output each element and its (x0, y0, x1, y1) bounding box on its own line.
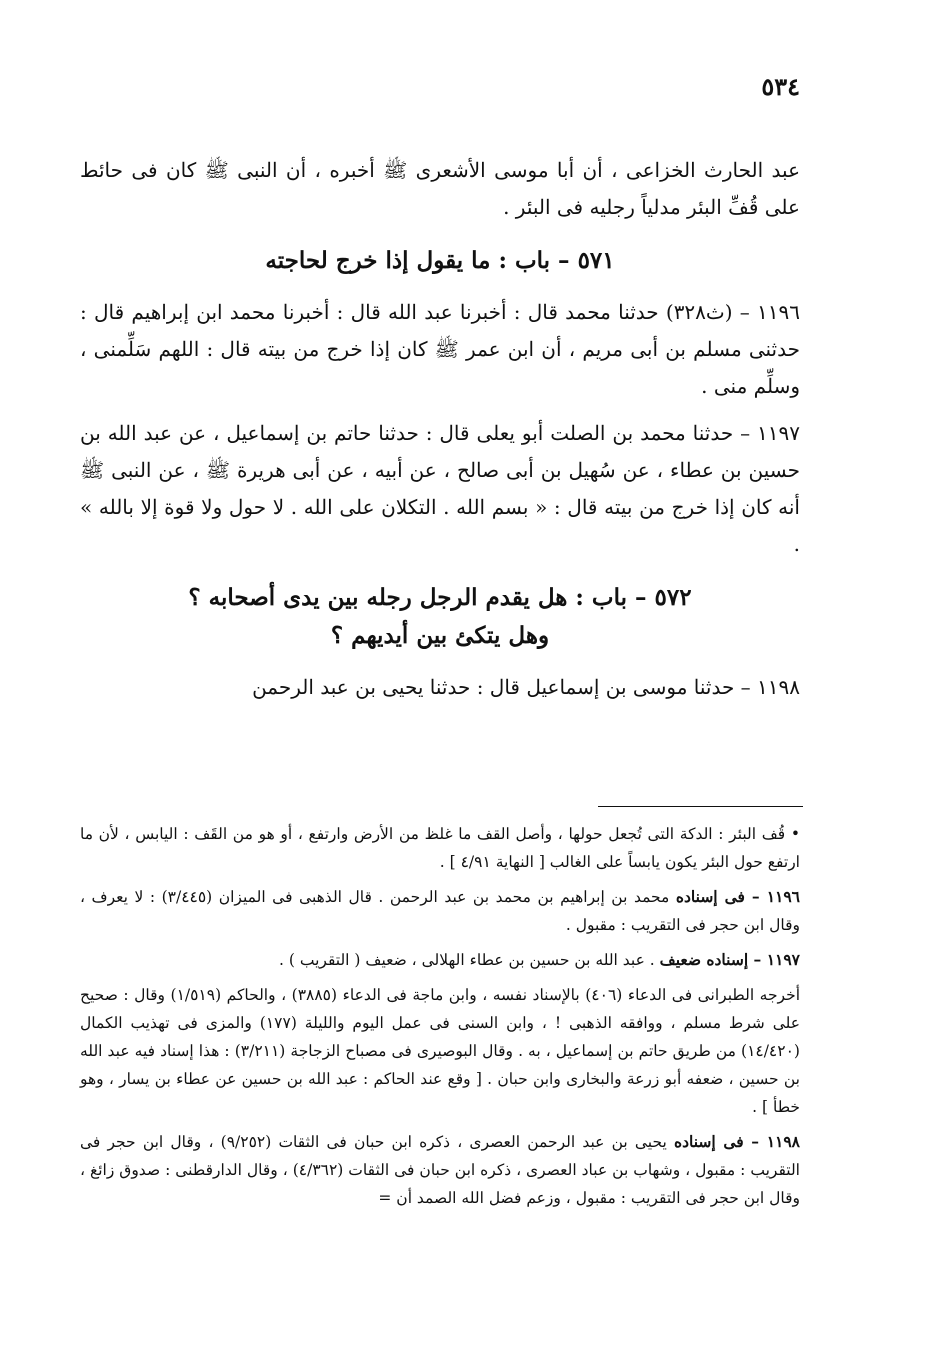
footnote-1198-lead: ١١٩٨ – فى إسناده (673, 1132, 801, 1151)
hadith-1197: ١١٩٧ – حدثنا محمد بن الصلت أبو يعلى قال : حدثنا حاتم بن إسماعيل ، عن عبد الله بن حسين بن عطاء ، عن سُهيل بن أبى صالح ، عن أبيه ، عن أبى هريرة ﷺ ، عن النبى ﷺ أنه كان إذا خرج من بيته قال : « بسم الله . التكلان على الله . لا حول ولا قوة إلا بالله » . (80, 421, 800, 556)
footnote-1197-text: . عبد الله بن حسين بن عطاء الهلالى ، ضعيف ( التقريب ) . (279, 951, 655, 969)
main-text (80, 152, 800, 706)
footnotes (80, 820, 800, 1212)
intro-paragraph: عبد الحارث الخزاعى ، أن أبا موسى الأشعرى ﷺ أخبره ، أن النبى ﷺ كان فى حائط على قُفِّ البئر مدلياً رجليه فى البئر . (80, 158, 800, 219)
chapter-heading-572-line1: ٥٧٢ – باب : هل يقدم الرجل رجله بين يدى أصحابه ؟ (188, 584, 692, 611)
footnote-1197-takhrij: أخرجه الطبرانى فى الدعاء (٤٠٦) بالإسناد نفسه ، وابن ماجة فى الدعاء (٣٨٨٥) ، والحاكم (١/٥١٩) وقال : صحيح على شرط مسلم ، ووافقه الذهبى ! ، وابن السنى فى عمل اليوم والليلة (١٧٧) والمزى فى تهذيب الكمال (١٤/٤٢٠) من طريق حاتم بن إسماعيل ، به . وقال البوصيرى فى مصباح الزجاجة (٣/٢١١) : هذا إسناد فيه عبد الله بن حسين ، ضعفه أبو زرعة والبخارى وابن حبان . [ وقع عند الحاكم : عبد الله بن حسين عن عطاء بن يسار ، وهو خطأ ] . (80, 986, 801, 1116)
footnote-1196-text: محمد بن إبراهيم بن محمد بن عبد الرحمن . قال الذهبى فى الميزان (٣/٤٤٥) : لا يعرف ، وقال ابن حجر فى التقريب : مقبول . (80, 888, 800, 934)
hadith-1198: ١١٩٨ – حدثنا موسى بن إسماعيل قال : حدثنا يحيى بن عبد الرحمن (252, 675, 800, 699)
chapter-heading-571: ٥٧١ – باب : ما يقول إذا خرج لحاجته (265, 247, 615, 274)
footnote-1196-lead: ١١٩٦ – فى إسناده (675, 887, 800, 906)
page-number: ٥٣٤ (761, 72, 800, 101)
chapter-heading-572 (80, 579, 800, 655)
footnote-1196 (80, 883, 800, 939)
footnote-qaff: • قُف البئر : الدكة التى تُجعل حولها ، وأصل القف ما غلظ من الأرض وارتفع ، أو هو من القَف : اليابس ، لأن ما ارتفع حول البئر يكون يابساً على الغالب [ النهاية ٤/٩١ ] . (80, 825, 800, 871)
chapter-heading-572-line2: وهل يتكئ بين أيديهم ؟ (330, 622, 550, 649)
footnote-1198-text: يحيى بن عبد الرحمن العصرى ، ذكره ابن حبان فى الثقات (٩/٢٥٢) ، وقال ابن حجر فى التقريب : مقبول ، وشهاب بن عباد العصرى ، ذكره ابن حبان فى الثقات (٤/٣٦٢) ، وقال الدارقطنى : صدوق زائغ ، وقال ابن حجر فى التقريب : مقبول ، وزعم فضل الله الصمد أن = (80, 1133, 800, 1207)
footnote-1197 (80, 946, 800, 974)
footnote-1197-lead: ١١٩٧ – إسناده ضعيف (659, 950, 800, 969)
footnote-divider (598, 806, 803, 807)
footnote-1198 (80, 1128, 800, 1212)
hadith-1196: ١١٩٦ – (ث٣٢٨) حدثنا محمد قال : أخبرنا عبد الله قال : أخبرنا محمد ابن إبراهيم قال : حدثنى مسلم بن أبى مريم ، أن ابن عمر ﷺ كان إذا خرج من بيته قال : اللهم سَلِّمنى ، وسلِّم منى . (80, 300, 800, 398)
